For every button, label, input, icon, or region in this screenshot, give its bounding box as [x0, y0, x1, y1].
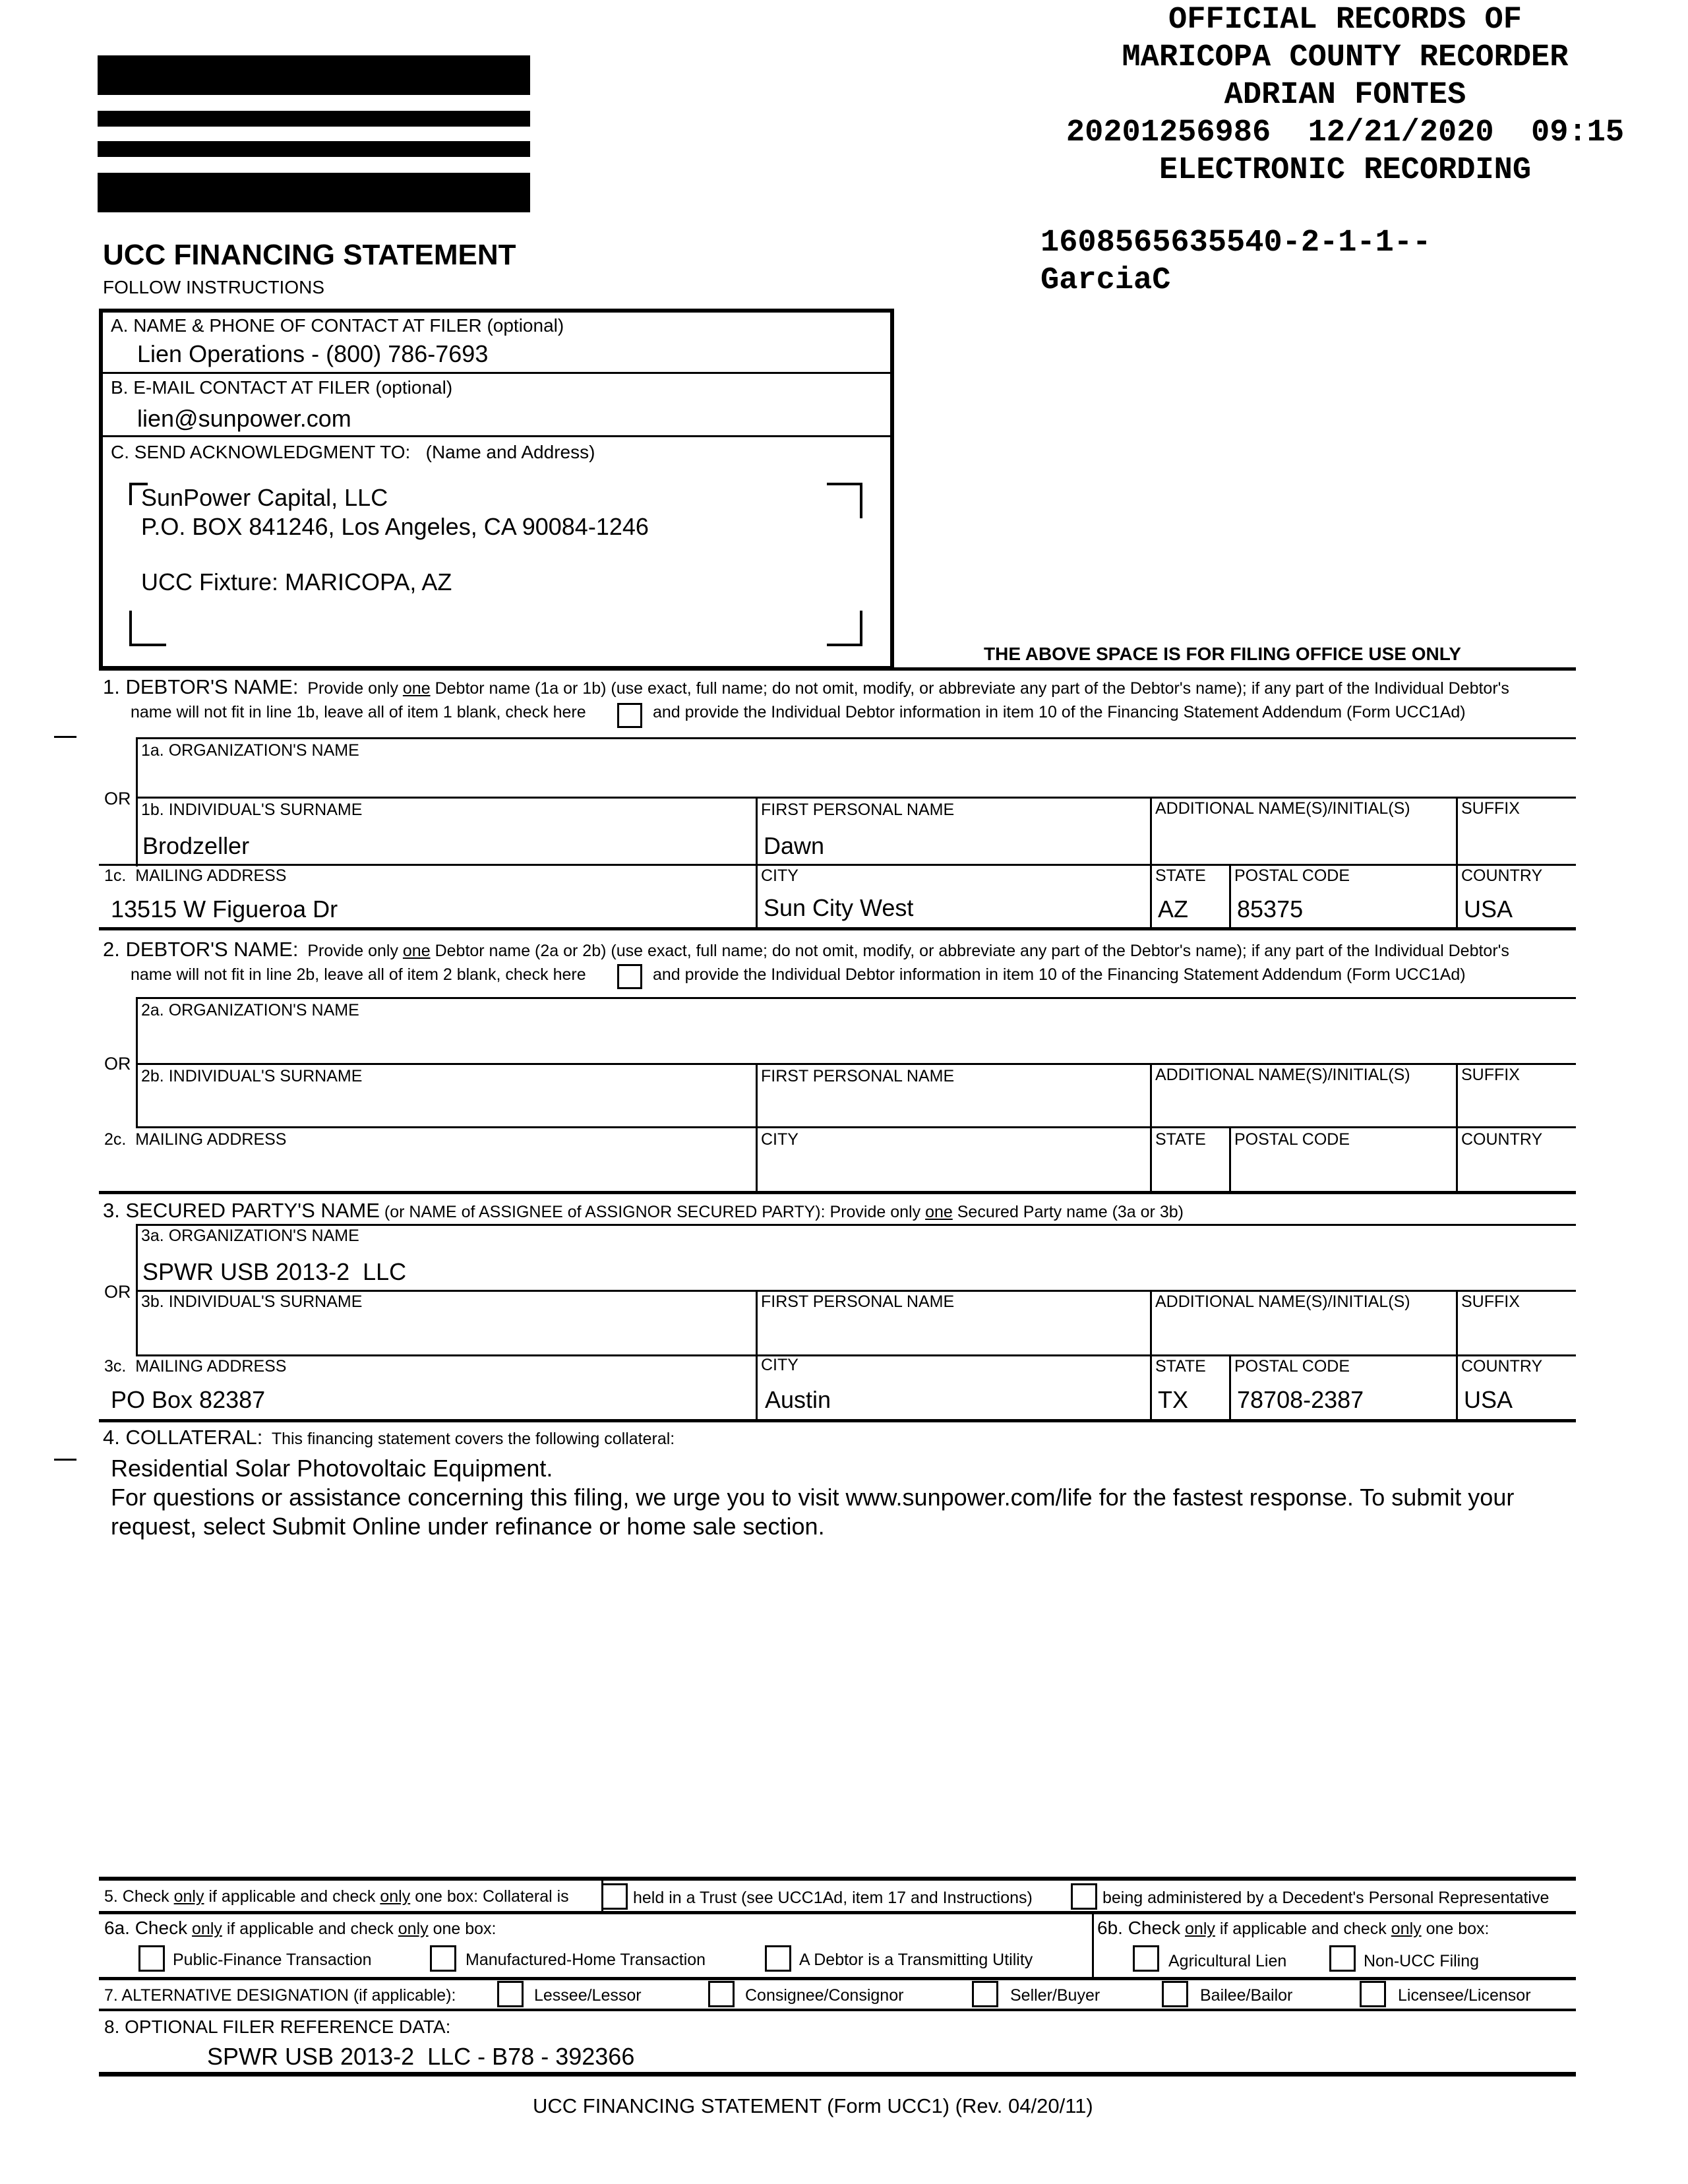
- divider: [1092, 1911, 1094, 1978]
- label-suffix-2: SUFFIX: [1461, 1066, 1520, 1084]
- debtor2-heading: 2. DEBTOR'S NAME:: [103, 938, 299, 961]
- divider: [136, 1354, 1576, 1356]
- instr-one: one: [925, 1203, 953, 1221]
- debtor1-city: Sun City West: [764, 894, 914, 921]
- consignee-consignor-label: Consignee/Consignor: [745, 1986, 904, 2005]
- agricultural-lien-checkbox[interactable]: [1133, 1945, 1159, 1972]
- label-postal-1: POSTAL CODE: [1234, 866, 1350, 885]
- recorder-line-5: ELECTRONIC RECORDING: [1159, 153, 1532, 188]
- or-1: OR: [104, 789, 131, 808]
- decedent-option-label: being administered by a Decedent's Personal Representative: [1102, 1889, 1550, 1907]
- label-1a: 1a. ORGANIZATION'S NAME: [141, 741, 359, 760]
- collateral-heading-line: [103, 1426, 675, 1449]
- or-2: OR: [104, 1054, 131, 1074]
- debtor1-state: AZ: [1158, 895, 1189, 923]
- recorder-ref-2: GarciaC: [1040, 263, 1171, 298]
- divider: [99, 1911, 1576, 1914]
- lessee-lessor-label: Lessee/Lessor: [534, 1986, 642, 2005]
- divider: [99, 2072, 1576, 2077]
- instr: Secured Party name (3a or 3b): [957, 1203, 1184, 1221]
- label-3c: 3c. MAILING ADDRESS: [104, 1357, 287, 1376]
- text: if applicable and check: [208, 1887, 376, 1906]
- form-title: UCC FINANCING STATEMENT: [103, 239, 516, 271]
- or-3: OR: [104, 1282, 131, 1302]
- office-use-note: THE ABOVE SPACE IS FOR FILING OFFICE USE ONLY: [984, 644, 1461, 664]
- secured-address: PO Box 82387: [111, 1386, 266, 1413]
- contact-a-value: Lien Operations - (800) 786-7693: [137, 340, 489, 367]
- debtor2-instr-line2: name will not fit in line 2b, leave all of item 2 blank, check here: [131, 965, 586, 984]
- debtor1-heading: 1. DEBTOR'S NAME:: [103, 675, 299, 698]
- debtor2-instr-line2b: and provide the Individual Debtor information in item 10 of the Financing Statement Addendum (Form UCC1Ad): [653, 965, 1466, 984]
- ack-name: SunPower Capital, LLC: [141, 484, 388, 511]
- corner-mark-tl: [129, 483, 148, 505]
- debtor1-overflow-checkbox[interactable]: [617, 703, 642, 728]
- divider: [99, 927, 1576, 930]
- item6a-num: 6a. Check: [104, 1918, 188, 1938]
- debtor1-heading-line: [103, 675, 1509, 699]
- redaction-bar-3: [98, 141, 530, 157]
- text: if applicable and check: [226, 1920, 394, 1938]
- secured-city: Austin: [765, 1386, 831, 1413]
- label-first-2: FIRST PERSONAL NAME: [761, 1067, 955, 1085]
- label-additional-2: ADDITIONAL NAME(S)/INITIAL(S): [1155, 1066, 1410, 1084]
- instr: name will not fit in line 1b, leave all of item 1 blank, check here: [131, 703, 586, 721]
- divider: [102, 435, 891, 437]
- instr: Debtor name (2a or 2b) (use exact, full name; do not omit, modify, or abbreviate any part of the Debtor's name); if any part of the Individual Debtor's: [435, 942, 1509, 960]
- public-finance-checkbox[interactable]: [138, 1945, 165, 1972]
- divider: [99, 864, 1576, 866]
- debtor1-surname: Brodzeller: [142, 832, 250, 859]
- ack-address: P.O. BOX 841246, Los Angeles, CA 90084-1246: [141, 513, 649, 540]
- text: one box: Collateral is: [415, 1887, 569, 1906]
- label-country-2: COUNTRY: [1461, 1130, 1543, 1149]
- contact-b-value: lien@sunpower.com: [137, 405, 351, 432]
- recorder-line-2: MARICOPA COUNTY RECORDER: [1122, 40, 1569, 75]
- secured-country: USA: [1464, 1386, 1513, 1413]
- decedent-checkbox[interactable]: [1071, 1883, 1097, 1910]
- redaction-bar-1: [98, 55, 530, 95]
- divider: [136, 1126, 1576, 1128]
- only: only: [1391, 1920, 1422, 1938]
- trust-option-label: held in a Trust (see UCC1Ad, item 17 and Instructions): [633, 1889, 1033, 1907]
- text: if applicable and check: [1219, 1920, 1387, 1938]
- label-state-1: STATE: [1155, 866, 1206, 885]
- label-additional-3: ADDITIONAL NAME(S)/INITIAL(S): [1155, 1292, 1410, 1311]
- debtor1-address: 13515 W Figueroa Dr: [111, 895, 338, 923]
- transmitting-utility-label: A Debtor is a Transmitting Utility: [799, 1951, 1033, 1969]
- recorder-ref-1: 1608565635540-2-1-1--: [1040, 226, 1432, 260]
- only: only: [1185, 1920, 1215, 1938]
- divider: [756, 797, 758, 928]
- non-ucc-filing-checkbox[interactable]: [1329, 1945, 1356, 1972]
- label-2b: 2b. INDIVIDUAL'S SURNAME: [141, 1067, 363, 1085]
- divider: [136, 997, 138, 1128]
- debtor2-overflow-checkbox[interactable]: [617, 964, 642, 989]
- ack-fixture: UCC Fixture: MARICOPA, AZ: [141, 568, 452, 595]
- label-first-1: FIRST PERSONAL NAME: [761, 801, 955, 819]
- agricultural-lien-label: Agricultural Lien: [1168, 1952, 1287, 1970]
- licensee-licensor-checkbox[interactable]: [1360, 1981, 1386, 2007]
- item6b-num: 6b. Check: [1097, 1918, 1181, 1938]
- only: only: [173, 1887, 204, 1906]
- secured-postal: 78708-2387: [1237, 1386, 1364, 1413]
- collateral-line-1: Residential Solar Photovoltaic Equipment.: [111, 1455, 553, 1482]
- divider: [136, 997, 1576, 999]
- instr-one: one: [402, 942, 431, 960]
- manufactured-home-label: Manufactured-Home Transaction: [466, 1951, 706, 1969]
- item6b-label: [1097, 1918, 1490, 1939]
- label-city-2: CITY: [761, 1130, 799, 1149]
- label-postal-3: POSTAL CODE: [1234, 1357, 1350, 1376]
- secured-org-name: SPWR USB 2013-2 LLC: [142, 1258, 407, 1285]
- label-state-2: STATE: [1155, 1130, 1206, 1149]
- label-1b: 1b. INDIVIDUAL'S SURNAME: [141, 801, 363, 819]
- divider: [99, 1419, 1576, 1422]
- instr-one: one: [402, 679, 431, 698]
- secured-heading: 3. SECURED PARTY'S NAME: [103, 1199, 380, 1222]
- label-first-3: FIRST PERSONAL NAME: [761, 1292, 955, 1311]
- instr: (or NAME of ASSIGNEE of ASSIGNOR SECURED PARTY): Provide only: [384, 1203, 921, 1221]
- bailee-bailor-label: Bailee/Bailor: [1200, 1986, 1293, 2005]
- secured-state: TX: [1158, 1386, 1189, 1413]
- label-1c: 1c. MAILING ADDRESS: [104, 866, 287, 885]
- divider: [99, 2009, 1576, 2011]
- instr: This financing statement covers the following collateral:: [271, 1430, 675, 1448]
- text: one box:: [1426, 1920, 1490, 1938]
- label-state-3: STATE: [1155, 1357, 1206, 1376]
- manufactured-home-checkbox[interactable]: [430, 1945, 456, 1972]
- divider: [99, 1977, 1576, 1980]
- text: one box:: [433, 1920, 497, 1938]
- divider: [136, 1224, 1576, 1226]
- bailee-bailor-checkbox[interactable]: [1162, 1981, 1188, 2007]
- label-3b: 3b. INDIVIDUAL'S SURNAME: [141, 1292, 363, 1311]
- label-suffix-3: SUFFIX: [1461, 1292, 1520, 1311]
- divider: [136, 1290, 1576, 1292]
- secured-heading-line: [103, 1199, 1184, 1223]
- non-ucc-filing-label: Non-UCC Filing: [1364, 1952, 1480, 1970]
- label-postal-2: POSTAL CODE: [1234, 1130, 1350, 1149]
- label-additional-1: ADDITIONAL NAME(S)/INITIAL(S): [1155, 799, 1410, 818]
- label-city-1: CITY: [761, 866, 799, 885]
- corner-mark-bl: [129, 611, 166, 646]
- divider: [1456, 797, 1458, 928]
- only: only: [380, 1887, 411, 1906]
- corner-mark-br: [827, 611, 862, 646]
- divider: [136, 1063, 1576, 1065]
- licensee-licensor-label: Licensee/Licensor: [1398, 1986, 1531, 2005]
- recorder-line-3: ADRIAN FONTES: [1224, 78, 1466, 113]
- debtor1-country: USA: [1464, 895, 1513, 923]
- instr: Provide only: [307, 679, 398, 698]
- consignee-consignor-checkbox[interactable]: [708, 1981, 735, 2007]
- instr: Debtor name (1a or 1b) (use exact, full name; do not omit, modify, or abbreviate any part of the Debtor's name); if any part of the Individual Debtor's: [435, 679, 1509, 698]
- label-3a: 3a. ORGANIZATION'S NAME: [141, 1227, 359, 1245]
- margin-tick: [54, 736, 76, 738]
- label-2a: 2a. ORGANIZATION'S NAME: [141, 1001, 359, 1019]
- debtor1-postal: 85375: [1237, 895, 1304, 923]
- label-city-3: CITY: [761, 1356, 799, 1374]
- seller-buyer-checkbox[interactable]: [972, 1981, 998, 2007]
- text: 5. Check: [104, 1887, 169, 1906]
- divider: [1229, 864, 1231, 928]
- only: only: [398, 1920, 429, 1938]
- divider: [99, 1877, 1576, 1881]
- divider: [136, 737, 1576, 739]
- divider: [102, 372, 891, 374]
- item5-label: [104, 1887, 569, 1906]
- debtor1-first: Dawn: [764, 832, 825, 859]
- recorder-line-1: OFFICIAL RECORDS OF: [1168, 3, 1522, 38]
- corner-mark-tr: [827, 483, 862, 518]
- label-country-1: COUNTRY: [1461, 866, 1543, 885]
- divider: [136, 797, 1576, 799]
- form-subtitle: FOLLOW INSTRUCTIONS: [103, 277, 325, 297]
- label-country-3: COUNTRY: [1461, 1357, 1543, 1376]
- transmitting-utility-checkbox[interactable]: [765, 1945, 791, 1972]
- contact-b-label: B. E-MAIL CONTACT AT FILER (optional): [111, 377, 453, 398]
- divider: [99, 1191, 1576, 1194]
- lessee-lessor-checkbox[interactable]: [497, 1981, 524, 2007]
- recorder-stamp: [1015, 1, 1675, 189]
- form-footer: UCC FINANCING STATEMENT (Form UCC1) (Rev. 04/20/11): [533, 2094, 1093, 2117]
- margin-tick: [54, 1459, 76, 1461]
- contact-c-label: C. SEND ACKNOWLEDGMENT TO: (Name and Address): [111, 442, 595, 462]
- instr: Provide only: [307, 942, 398, 960]
- debtor1-instr-line2: [131, 703, 586, 722]
- divider: [136, 737, 138, 866]
- filer-reference-value: SPWR USB 2013-2 LLC - B78 - 392366: [207, 2043, 635, 2070]
- collateral-heading: 4. COLLATERAL:: [103, 1426, 263, 1449]
- debtor2-heading-line: [103, 938, 1509, 961]
- public-finance-label: Public-Finance Transaction: [173, 1951, 372, 1969]
- contact-a-label: A. NAME & PHONE OF CONTACT AT FILER (optional): [111, 315, 564, 336]
- label-2c: 2c. MAILING ADDRESS: [104, 1130, 287, 1149]
- divider: [99, 667, 1576, 671]
- redaction-bar-2: [98, 111, 530, 127]
- divider: [1229, 1126, 1231, 1192]
- redaction-bar-4: [98, 173, 530, 212]
- only: only: [192, 1920, 222, 1938]
- label-suffix-1: SUFFIX: [1461, 799, 1520, 818]
- collateral-line-2: For questions or assistance concerning this filing, we urge you to visit www.sunpower.com/life for the fastest response. To submit your: [111, 1484, 1515, 1511]
- trust-checkbox[interactable]: [601, 1883, 628, 1910]
- item7-label: 7. ALTERNATIVE DESIGNATION (if applicable):: [104, 1986, 456, 2005]
- divider: [1150, 797, 1152, 928]
- recording-number: 20201256986 12/21/2020 09:15: [1066, 115, 1625, 150]
- seller-buyer-label: Seller/Buyer: [1010, 1986, 1100, 2005]
- recorder-ref: [1040, 224, 1431, 299]
- collateral-line-3: request, select Submit Online under refinance or home sale section.: [111, 1513, 825, 1540]
- debtor1-instr-line2b: and provide the Individual Debtor information in item 10 of the Financing Statement Addendum (Form UCC1Ad): [653, 703, 1466, 721]
- item8-label: 8. OPTIONAL FILER REFERENCE DATA:: [104, 2017, 451, 2037]
- divider: [1229, 1354, 1231, 1420]
- item6a-label: [104, 1918, 497, 1939]
